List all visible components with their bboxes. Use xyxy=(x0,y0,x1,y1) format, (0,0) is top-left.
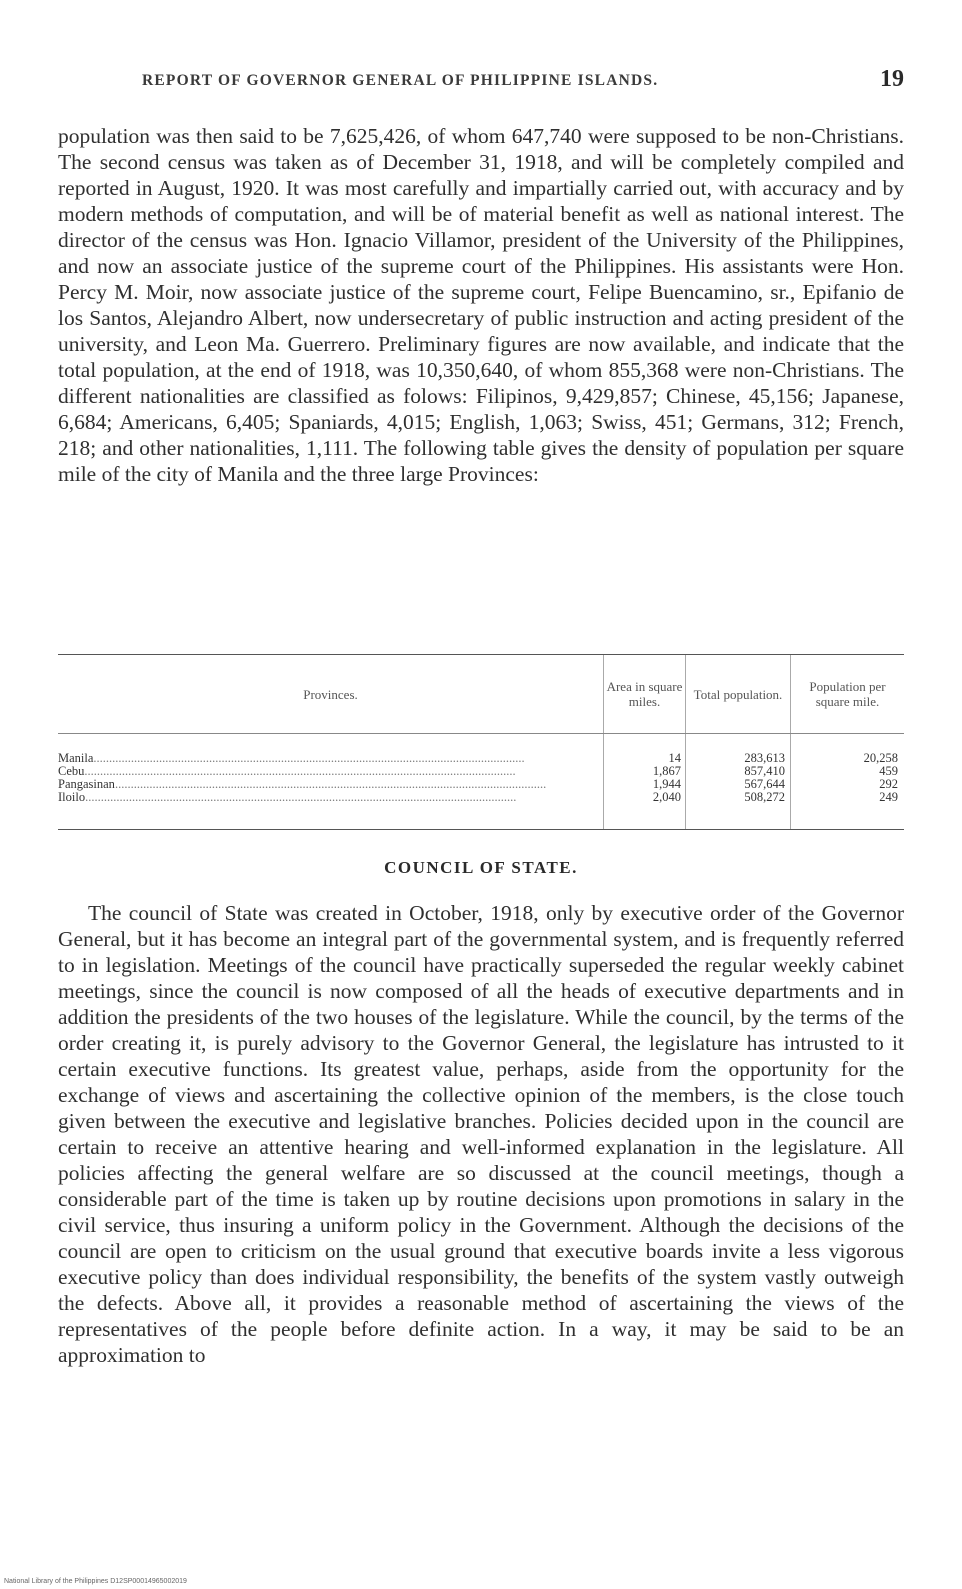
province-name: Manila xyxy=(58,752,94,765)
table-row: Iloilo.......................................................................................................................................... 2,040 508,272 249 xyxy=(58,790,898,804)
table-header xyxy=(58,655,904,733)
density-value: 20,258 xyxy=(863,751,898,765)
population-density-table xyxy=(58,654,904,829)
body-paragraph: population was then said to be 7,625,426, of whom 647,740 were supposed to be non-Christians. The second census was taken as of December 31, 1918, and will be completely compiled and reported in August, 1920. It was most carefully and impartially carried out, with accuracy and by modern methods of computation, and will be of material benefit as well as national interest. The director of the census was Hon. Ignacio Villamor, president of the University of the Philippines, and now an associate justice of the supreme court of the Philippines. His assistants were Hon. Percy M. Moir, now associate justice of the supreme court, Felipe Buencamino, sr., Epifanio de los Santos, Alejandro Albert, now undersecretary of public instruction and acting president of the university, and Leon Ma. Guerrero. Preliminary figures are now available, and indicate that the total population, at the end of 1918, was 10,350,640, of whom 855,368 were non-Christians. The different nationalities are classified as folows: Filipinos, 9,429,857; Chinese, 45,156; Japanese, 6,684; Americans, 6,405; Spaniards, 4,015; English, 1,063; Swiss, 451; Germans, 312; French, 218; and other nationalities, 1,111. The following table gives the density of population per square mile of the city of Manila and the three large Provinces: xyxy=(58,124,904,486)
province-name: Iloilo xyxy=(58,791,86,804)
table-row: Manila.......................................................................................................................................... 14 283,613 20,258 xyxy=(58,751,898,765)
column-header-density: Population per square mile. xyxy=(790,655,904,733)
population-value: 567,644 xyxy=(744,777,785,791)
library-stamp: National Library of the Philippines D12SP00014965002019 xyxy=(4,1578,187,1585)
table-row: Cebu.......................................................................................................................................... 1,867 857,410 459 xyxy=(58,764,898,778)
density-value: 249 xyxy=(879,790,898,804)
province-name: Pangasinan xyxy=(58,778,115,791)
density-value: 459 xyxy=(879,764,898,778)
column-header-population: Total population. xyxy=(685,655,790,733)
population-value: 283,613 xyxy=(744,751,785,765)
area-value: 1,944 xyxy=(652,777,681,791)
area-value: 1,867 xyxy=(652,764,681,778)
area-value: 2,040 xyxy=(652,790,681,804)
population-value: 508,272 xyxy=(744,790,785,804)
running-head xyxy=(58,66,904,96)
population-value: 857,410 xyxy=(744,764,785,778)
column-header-area: Area in square miles. xyxy=(603,655,685,733)
area-value: 14 xyxy=(668,751,681,765)
table-row: Pangasinan.......................................................................................................................................... 1,944 567,644 292 xyxy=(58,777,898,791)
density-value: 292 xyxy=(879,777,898,791)
table-bottom-rule xyxy=(58,829,904,830)
body-paragraph: The council of State was created in October, 1918, only by executive order of the Governor General, but it has become an integral part of the governmental system, and is frequently referred to in legislation. Meetings of the council have practically superseded the regular weekly cabinet meetings, since the council is now composed of all the heads of executive departments and in addition the presidents of the two houses of the legislature. While the council, by the terms of the order creating it, is purely advisory to the Governor General, the legislature has intrusted to it certain executive functions. Its greatest value, perhaps, aside from the opportunity for the exchange of views and ascertaining the collective opinion of the members, is the close touch given between the executive and legislative branches. Policies decided upon in the council are certain to receive an attentive hearing and well-informed explanation in the legislature. All policies affecting the general welfare are so discussed at the council meetings, though a considerable part of the time is taken up by routine decisions upon promotions in salary in the civil service, thus insuring a uniform policy in the Government. Although the decisions of the council are open to criticism on the usual ground that executive boards invite a less vigorous executive policy than does individual responsibility, the benefits of the system vastly outweigh the defects. Above all, it provides a reasonable method of ascertaining the views of the representatives of the people before definite action. In a way, it may be said to be an approximation to xyxy=(58,901,904,1367)
column-header-provinces: Provinces. xyxy=(303,686,358,702)
page-header-title: REPORT OF GOVERNOR GENERAL OF PHILIPPINE ISLANDS. xyxy=(142,72,659,89)
province-name: Cebu xyxy=(58,765,85,778)
page-number: 19 xyxy=(880,66,904,92)
section-heading: COUNCIL OF STATE. xyxy=(384,858,578,877)
table-body xyxy=(58,734,904,829)
